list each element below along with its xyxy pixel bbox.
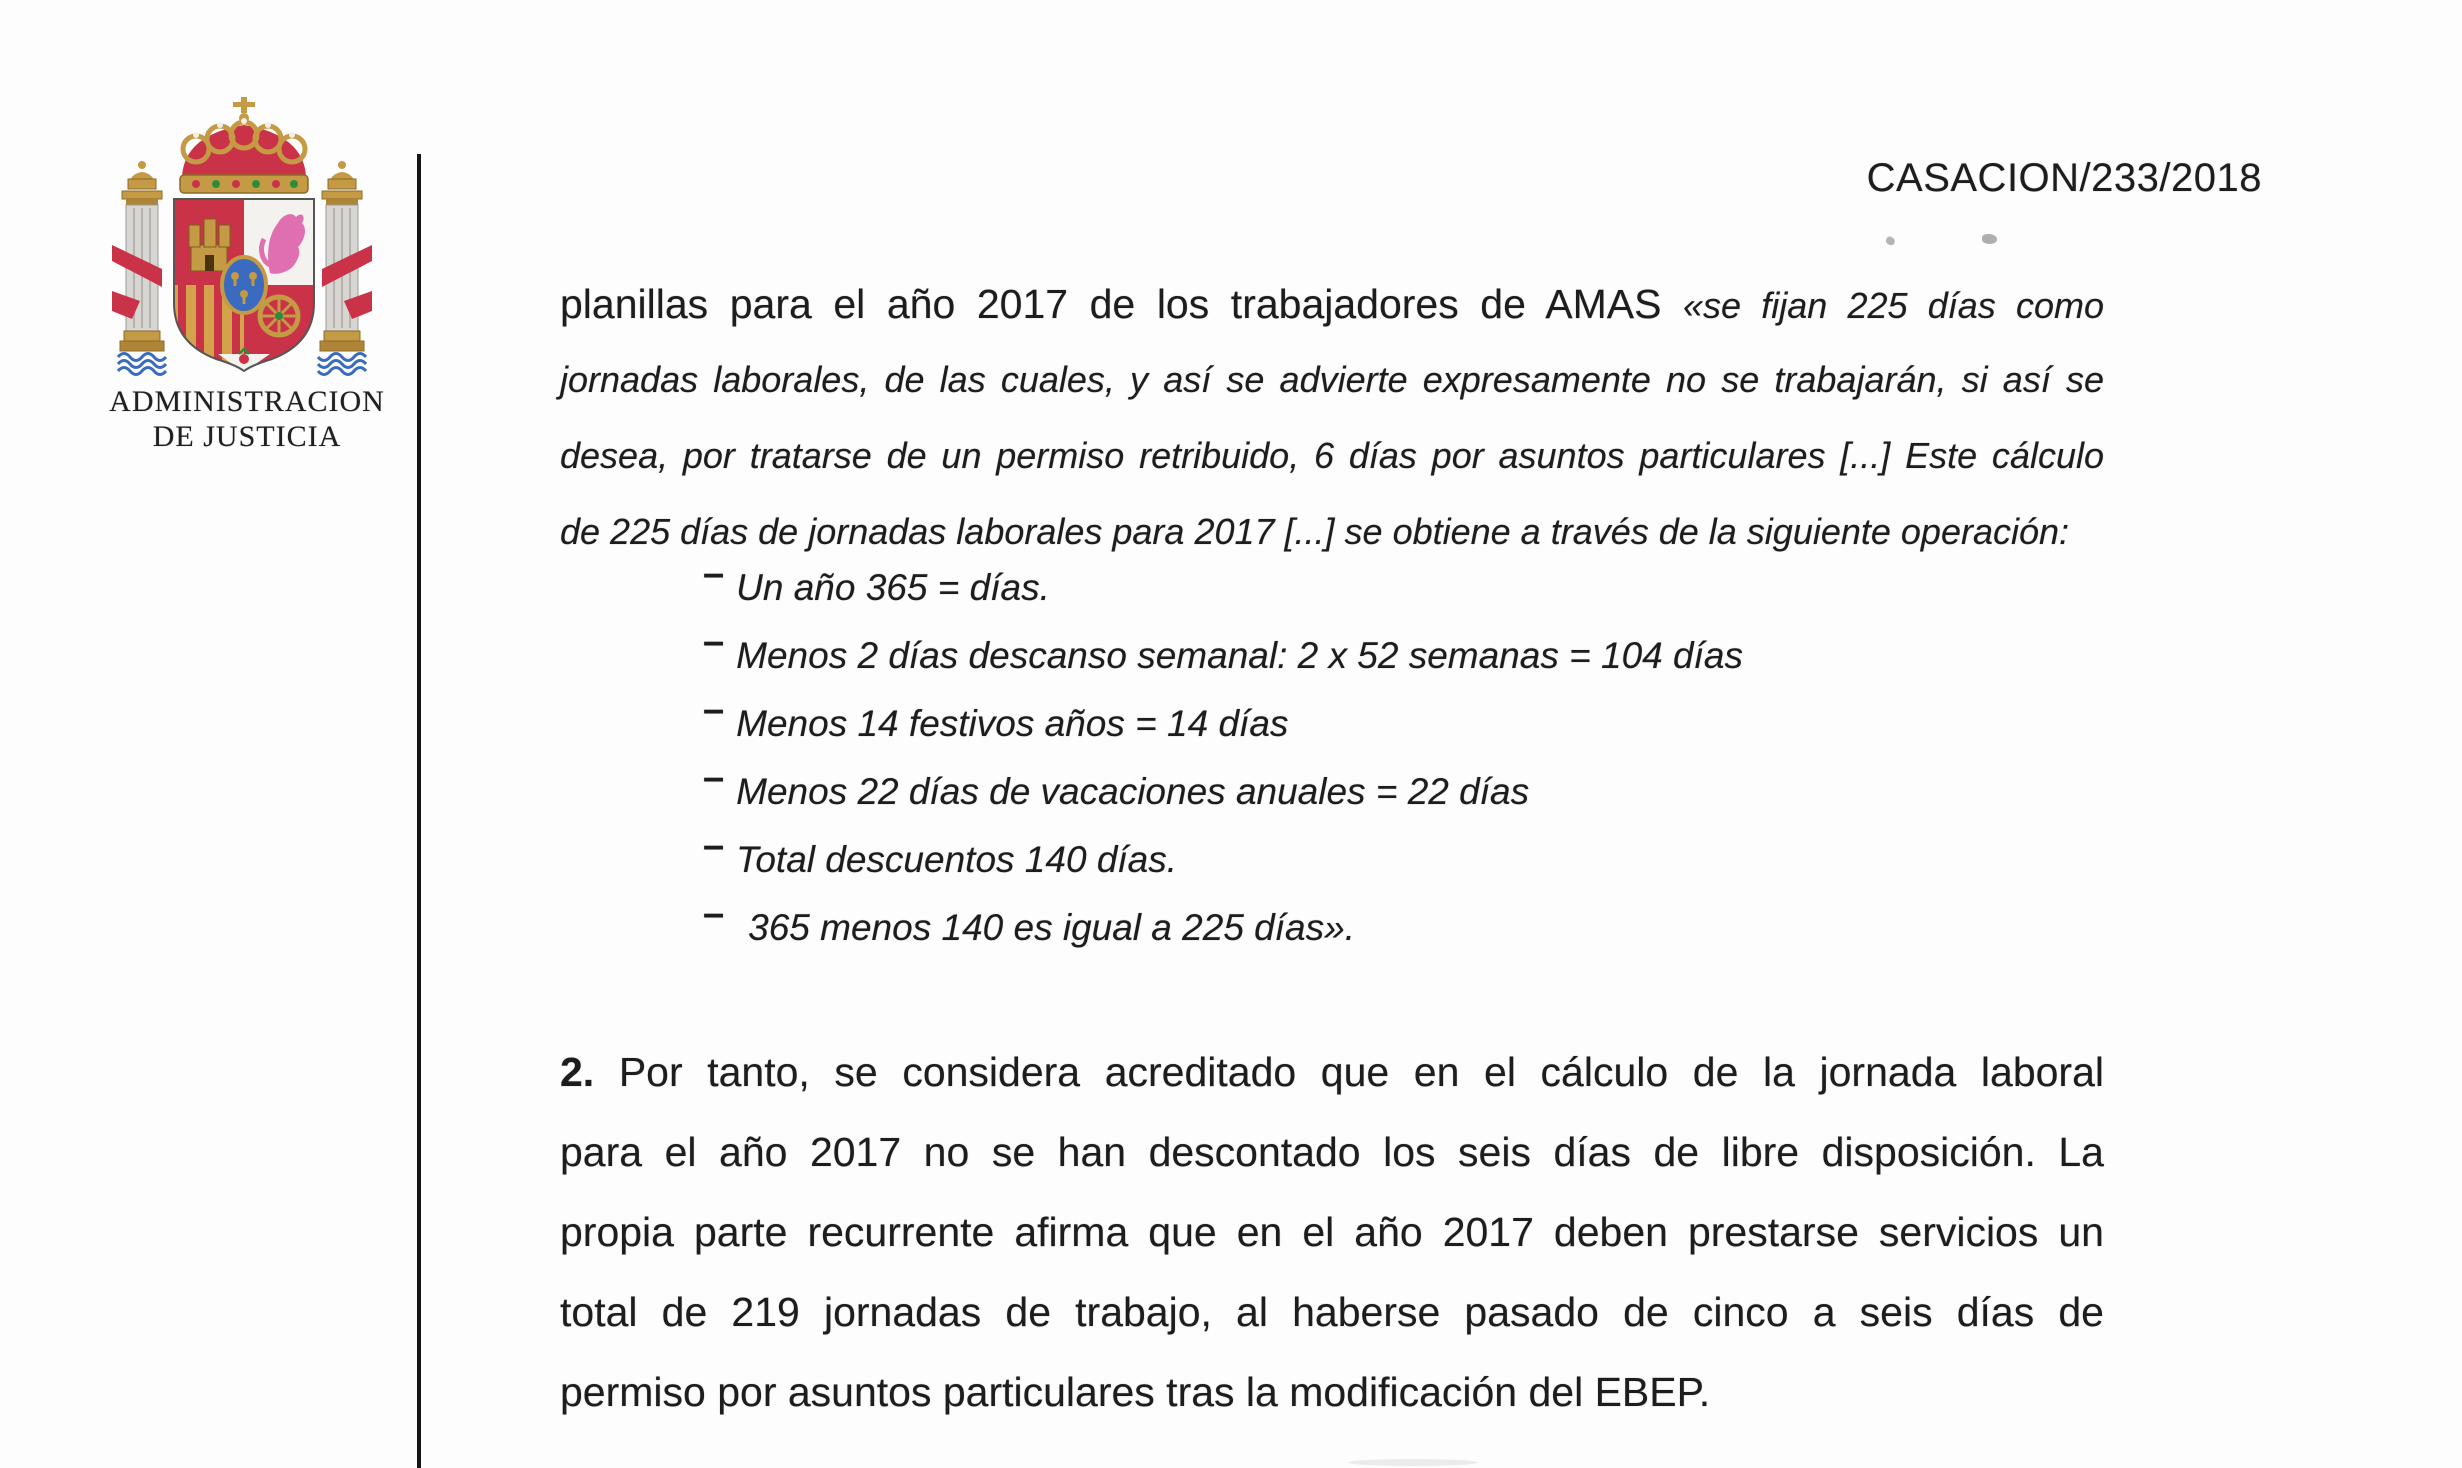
quote-line-1-regular: planillas para el año 2017 de los trabajadores de AMAS [560, 281, 1684, 327]
list-item [703, 894, 2104, 962]
quote-line-2: jornadas laborales, de las cuales, y así se advierte expresamente no se trabajarán, si así se [560, 359, 2104, 400]
organization-name [92, 384, 402, 454]
list-item-text: Un año 365 = días. [736, 567, 1050, 608]
case-reference: CASACION/233/2018 [1866, 156, 2262, 200]
paragraph-2-line-4: total de 219 jornadas de trabajo, al haberse pasado de cinco a seis días de [560, 1289, 2104, 1335]
paragraph-2-line-5: permiso por asuntos particulares tras la modificación del EBEP. [560, 1369, 1711, 1415]
quote-line-1 [560, 266, 2104, 342]
list-item-text: Menos 22 días de vacaciones anuales = 22 días [736, 771, 1530, 812]
quote-line-1-italic: «se fijan 225 días como [1683, 285, 2105, 326]
paragraph-2 [560, 1032, 2104, 1432]
organization-name-line2: DE JUSTICIA [152, 420, 342, 453]
shield-icon [174, 199, 316, 375]
list-item-text: Menos 14 festivos años = 14 días [736, 703, 1289, 744]
paragraph-2-line-1 [560, 1032, 2104, 1112]
margin-divider-line [417, 154, 421, 1468]
calculation-list [703, 554, 2104, 962]
paragraph-number: 2. [560, 1049, 595, 1095]
dash-bullet-icon: – [703, 689, 725, 731]
paragraph-2-line-1-text: Por tanto, se considera acreditado que en el cálculo de la jornada laboral [594, 1049, 2104, 1095]
list-item [703, 622, 2104, 690]
list-item [703, 826, 2104, 894]
organization-name-line1: ADMINISTRACION [109, 385, 385, 418]
paragraph-2-line-3: propia parte recurrente afirma que en el año 2017 deben prestarse servicios un [560, 1209, 2104, 1255]
list-item-text: Menos 2 días descanso semanal: 2 x 52 semanas = 104 días [736, 635, 1743, 676]
scan-artifact [1982, 234, 1997, 244]
pillar-of-hercules-icon [112, 161, 166, 375]
list-item-text: 365 menos 140 es igual a 225 días». [748, 907, 1355, 948]
dash-bullet-icon: – [703, 553, 725, 595]
quote-line-3: desea, por tratarse de un permiso retribuido, 6 días por asuntos particulares [...] Este cálculo [560, 435, 2104, 476]
quote-paragraph [560, 266, 2104, 570]
list-item [703, 690, 2104, 758]
dash-bullet-icon: – [703, 825, 725, 867]
list-item [703, 554, 2104, 622]
royal-crown-icon [180, 97, 308, 193]
list-item [703, 758, 2104, 826]
spain-coat-of-arms-icon [112, 94, 372, 376]
paragraph-2-line-2: para el año 2017 no se han descontado los seis días de libre disposición. La [560, 1129, 2104, 1175]
scan-artifact [1348, 1459, 1478, 1466]
dash-bullet-icon: – [703, 621, 725, 663]
dash-bullet-icon: – [703, 893, 725, 935]
quote-line-4: de 225 días de jornadas laborales para 2017 [...] se obtiene a través de la siguiente operación: [560, 511, 2070, 552]
scan-artifact [1885, 235, 1897, 246]
dash-bullet-icon: – [703, 757, 725, 799]
list-item-text: Total descuentos 140 días. [736, 839, 1178, 880]
